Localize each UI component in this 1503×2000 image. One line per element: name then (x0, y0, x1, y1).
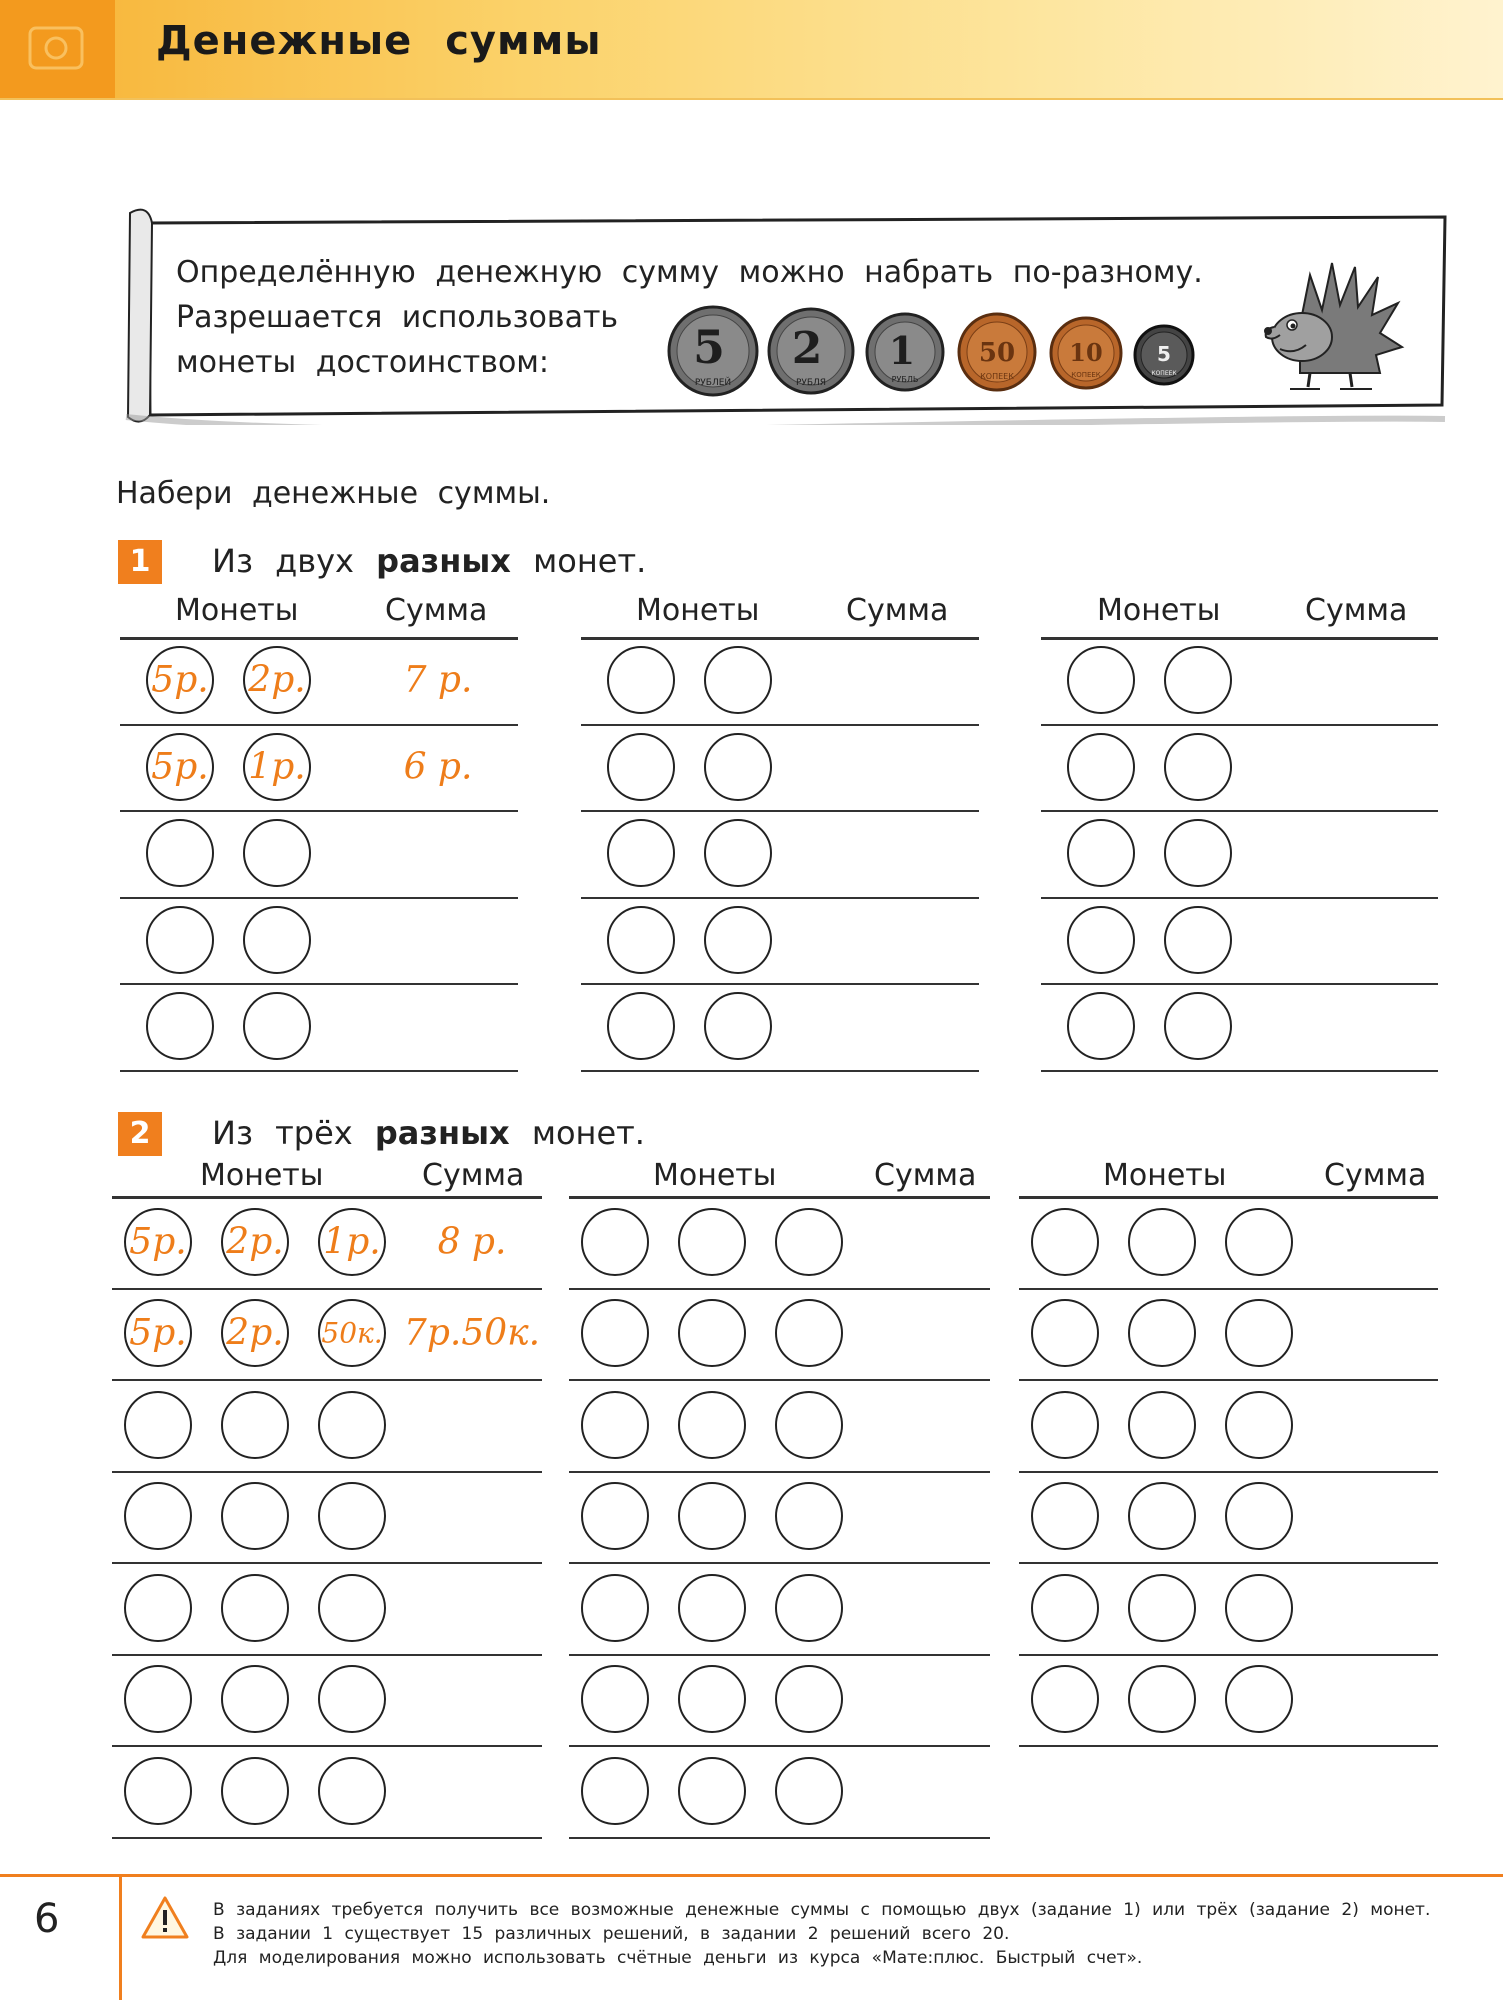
handwritten-coin: 1р. (323, 1221, 381, 1263)
row-line (1019, 1745, 1438, 1747)
coin-slot[interactable] (678, 1391, 746, 1459)
coin-slot[interactable] (1031, 1208, 1099, 1276)
coin-slot[interactable] (678, 1665, 746, 1733)
header-underline (112, 1196, 542, 1199)
column-header-coins: Монеты (1097, 593, 1221, 628)
handwritten-coin: 1р. (248, 746, 306, 788)
coin-slot[interactable] (775, 1299, 843, 1367)
task-title: Из двух разных монет. (212, 542, 647, 580)
coin-slot[interactable] (221, 1574, 289, 1642)
coin-value: 5 (692, 320, 726, 374)
row-line (581, 724, 979, 726)
coin-slot[interactable] (775, 1574, 843, 1642)
intro-text: Набери денежные суммы. (116, 476, 551, 511)
coin-slot[interactable] (1164, 992, 1232, 1060)
coin-unit: КОПЕЕК (980, 372, 1014, 381)
row-line (1041, 983, 1438, 985)
page-header (0, 0, 1503, 100)
logo-icon (0, 0, 115, 98)
coin-slot[interactable] (221, 1391, 289, 1459)
coin-slot[interactable] (1225, 1391, 1293, 1459)
row-line (120, 724, 518, 726)
coin-slot[interactable] (318, 1482, 386, 1550)
column-header-coins: Монеты (653, 1158, 777, 1193)
teacher-note-line-3: Для моделирования можно использовать счётные деньги из курса «Мате:плюс. Быстрый счет». (213, 1948, 1143, 1968)
coin-slot[interactable] (607, 992, 675, 1060)
coin-slot[interactable] (704, 733, 772, 801)
coin-slot[interactable] (1067, 819, 1135, 887)
coin-slot[interactable] (775, 1482, 843, 1550)
coin-slot[interactable] (1031, 1391, 1099, 1459)
footer-divider (0, 1874, 1503, 1877)
column-header-sum: Сумма (874, 1158, 977, 1193)
row-line (120, 897, 518, 899)
coin-unit: РУБЛЬ (891, 375, 919, 384)
coin-value: 50 (978, 338, 1016, 368)
coin-slot[interactable] (1225, 1574, 1293, 1642)
coin-unit: КОПЕЕК (1071, 371, 1101, 379)
header-underline (120, 637, 518, 640)
coin-slot[interactable] (221, 1757, 289, 1825)
coin-slot[interactable] (1164, 819, 1232, 887)
coin-slot[interactable] (318, 1574, 386, 1642)
coin-slot[interactable] (581, 1208, 649, 1276)
coin-slot[interactable] (1128, 1482, 1196, 1550)
row-line (120, 983, 518, 985)
row-line (569, 1745, 990, 1747)
coin-slot[interactable] (704, 992, 772, 1060)
row-line (581, 1070, 979, 1072)
coin-slot[interactable] (1128, 1208, 1196, 1276)
row-line (1019, 1471, 1438, 1473)
row-line (581, 810, 979, 812)
coin-unit: РУБЛЕЙ (694, 378, 732, 388)
coin-slot[interactable] (775, 1757, 843, 1825)
coin-slot[interactable] (146, 819, 214, 887)
coin-2-rub-icon (765, 305, 857, 397)
coin-slot[interactable] (775, 1391, 843, 1459)
coin-slot[interactable] (124, 1482, 192, 1550)
coin-slot[interactable] (318, 1391, 386, 1459)
row-line (120, 810, 518, 812)
row-line (112, 1837, 542, 1839)
coin-slot[interactable] (318, 1665, 386, 1733)
coin-slot[interactable] (243, 819, 311, 887)
handwritten-coin: 5р. (151, 659, 209, 701)
coin-slot[interactable] (146, 906, 214, 974)
row-line (569, 1562, 990, 1564)
teacher-note-line-2: В задании 1 существует 15 различных решений, в задании 2 решений всего 20. (213, 1924, 1010, 1944)
task-number: 1 (118, 540, 162, 584)
handwritten-coin: 2р. (226, 1221, 284, 1263)
row-line (569, 1837, 990, 1839)
coin-value: 5 (1157, 342, 1171, 366)
coin-slot[interactable] (243, 906, 311, 974)
coin-slot[interactable] (1031, 1299, 1099, 1367)
warning-icon (140, 1895, 190, 1941)
coin-slot[interactable] (243, 992, 311, 1060)
handwritten-coin: 5р. (151, 746, 209, 788)
coin-slot[interactable] (1031, 1482, 1099, 1550)
task-title: Из трёх разных монет. (212, 1114, 645, 1152)
coin-slot[interactable] (1164, 733, 1232, 801)
coin-slot[interactable] (678, 1482, 746, 1550)
coin-slot[interactable] (146, 992, 214, 1060)
handwritten-coin: 5р. (129, 1221, 187, 1263)
handwritten-sum: 6 р. (403, 746, 473, 788)
coin-slot[interactable] (124, 1757, 192, 1825)
handwritten-coin: 5р. (129, 1312, 187, 1354)
coin-slot[interactable] (704, 906, 772, 974)
coin-slot[interactable] (775, 1665, 843, 1733)
row-line (112, 1745, 542, 1747)
coin-value: 10 (1069, 338, 1103, 367)
column-header-sum: Сумма (1305, 593, 1408, 628)
coin-slot[interactable] (607, 819, 675, 887)
coin-slot[interactable] (1067, 646, 1135, 714)
handwritten-sum: 8 р. (437, 1221, 507, 1263)
handwritten-sum: 7р.50к. (403, 1312, 541, 1354)
coin-slot[interactable] (124, 1665, 192, 1733)
row-line (112, 1379, 542, 1381)
column-header-sum: Сумма (422, 1158, 525, 1193)
row-line (581, 983, 979, 985)
page-number: 6 (34, 1896, 60, 1942)
row-line (1041, 724, 1438, 726)
coin-slot[interactable] (221, 1665, 289, 1733)
coin-slot[interactable] (775, 1208, 843, 1276)
info-scroll (120, 205, 1450, 425)
coin-1-rub-icon (864, 311, 946, 393)
coin-slot[interactable] (1031, 1665, 1099, 1733)
column-header-coins: Монеты (175, 593, 299, 628)
coin-slot[interactable] (678, 1757, 746, 1825)
coin-slot[interactable] (1225, 1482, 1293, 1550)
row-line (569, 1288, 990, 1290)
row-line (1041, 810, 1438, 812)
coin-slot[interactable] (581, 1391, 649, 1459)
header-logo (0, 0, 115, 98)
column-header-coins: Монеты (200, 1158, 324, 1193)
column-header-coins: Монеты (1103, 1158, 1227, 1193)
row-line (581, 897, 979, 899)
coin-slot[interactable] (607, 906, 675, 974)
coin-slot[interactable] (1225, 1299, 1293, 1367)
coin-slot[interactable] (581, 1757, 649, 1825)
handwritten-coin: 2р. (248, 659, 306, 701)
coin-slot[interactable] (581, 1665, 649, 1733)
row-line (1019, 1654, 1438, 1656)
row-line (1019, 1562, 1438, 1564)
column-header-sum: Сумма (385, 593, 488, 628)
column-header-sum: Сумма (846, 593, 949, 628)
coin-5-rub-icon (665, 303, 761, 399)
row-line (1041, 897, 1438, 899)
coin-5-kop-icon (1132, 323, 1196, 387)
column-header-sum: Сумма (1324, 1158, 1427, 1193)
handwritten-coin: 50к. (321, 1316, 383, 1350)
coin-slot[interactable] (1067, 992, 1135, 1060)
coin-slot[interactable] (581, 1482, 649, 1550)
row-line (569, 1471, 990, 1473)
footer-vertical-divider (119, 1874, 122, 2000)
coin-slot[interactable] (1031, 1574, 1099, 1642)
coin-slot[interactable] (581, 1574, 649, 1642)
coin-slot[interactable] (607, 646, 675, 714)
row-line (112, 1654, 542, 1656)
row-line (1041, 1070, 1438, 1072)
coin-slot[interactable] (1164, 906, 1232, 974)
header-underline (1019, 1196, 1438, 1199)
handwritten-coin: 2р. (226, 1312, 284, 1354)
coin-value: 2 (791, 323, 823, 374)
coin-value: 1 (888, 328, 916, 373)
coin-slot[interactable] (581, 1299, 649, 1367)
hedgehog-icon (1260, 255, 1410, 395)
coin-slot[interactable] (124, 1574, 192, 1642)
row-line (569, 1379, 990, 1381)
row-line (1019, 1379, 1438, 1381)
info-line-3: монеты достоинством: (176, 345, 550, 380)
coin-slot[interactable] (124, 1391, 192, 1459)
header-underline (1041, 637, 1438, 640)
task-number: 2 (118, 1112, 162, 1156)
coin-slot[interactable] (607, 733, 675, 801)
coin-slot[interactable] (1164, 646, 1232, 714)
coin-slot[interactable] (1067, 906, 1135, 974)
row-line (112, 1288, 542, 1290)
coin-slot[interactable] (678, 1299, 746, 1367)
row-line (112, 1562, 542, 1564)
header-underline (581, 637, 979, 640)
coin-slot[interactable] (221, 1482, 289, 1550)
row-line (120, 1070, 518, 1072)
info-line-1: Определённую денежную сумму можно набрать по-разному. (176, 255, 1203, 290)
teacher-note-line-1: В заданиях требуется получить все возможные денежные суммы с помощью двух (задание 1) или трёх (задание 2) монет. (213, 1900, 1431, 1920)
coin-50-kop-icon (956, 311, 1038, 393)
handwritten-sum: 7 р. (403, 659, 473, 701)
coin-10-kop-icon (1048, 315, 1124, 391)
coin-unit: КОПЕЕК (1151, 370, 1177, 377)
coin-slot[interactable] (1128, 1299, 1196, 1367)
coin-slot[interactable] (704, 646, 772, 714)
coin-slot[interactable] (318, 1757, 386, 1825)
coin-slot[interactable] (1225, 1208, 1293, 1276)
page-title: Денежные суммы (156, 18, 602, 64)
coin-slot[interactable] (1225, 1665, 1293, 1733)
coin-slot[interactable] (1067, 733, 1135, 801)
row-line (112, 1471, 542, 1473)
coin-slot[interactable] (678, 1208, 746, 1276)
column-header-coins: Монеты (636, 593, 760, 628)
coin-unit: РУБЛЯ (795, 378, 827, 388)
coin-slot[interactable] (678, 1574, 746, 1642)
info-line-2: Разрешается использовать (176, 300, 619, 335)
coin-slot[interactable] (1128, 1665, 1196, 1733)
coin-slot[interactable] (704, 819, 772, 887)
header-underline (569, 1196, 990, 1199)
coin-slot[interactable] (1128, 1574, 1196, 1642)
coin-slot[interactable] (1128, 1391, 1196, 1459)
row-line (1019, 1288, 1438, 1290)
row-line (569, 1654, 990, 1656)
